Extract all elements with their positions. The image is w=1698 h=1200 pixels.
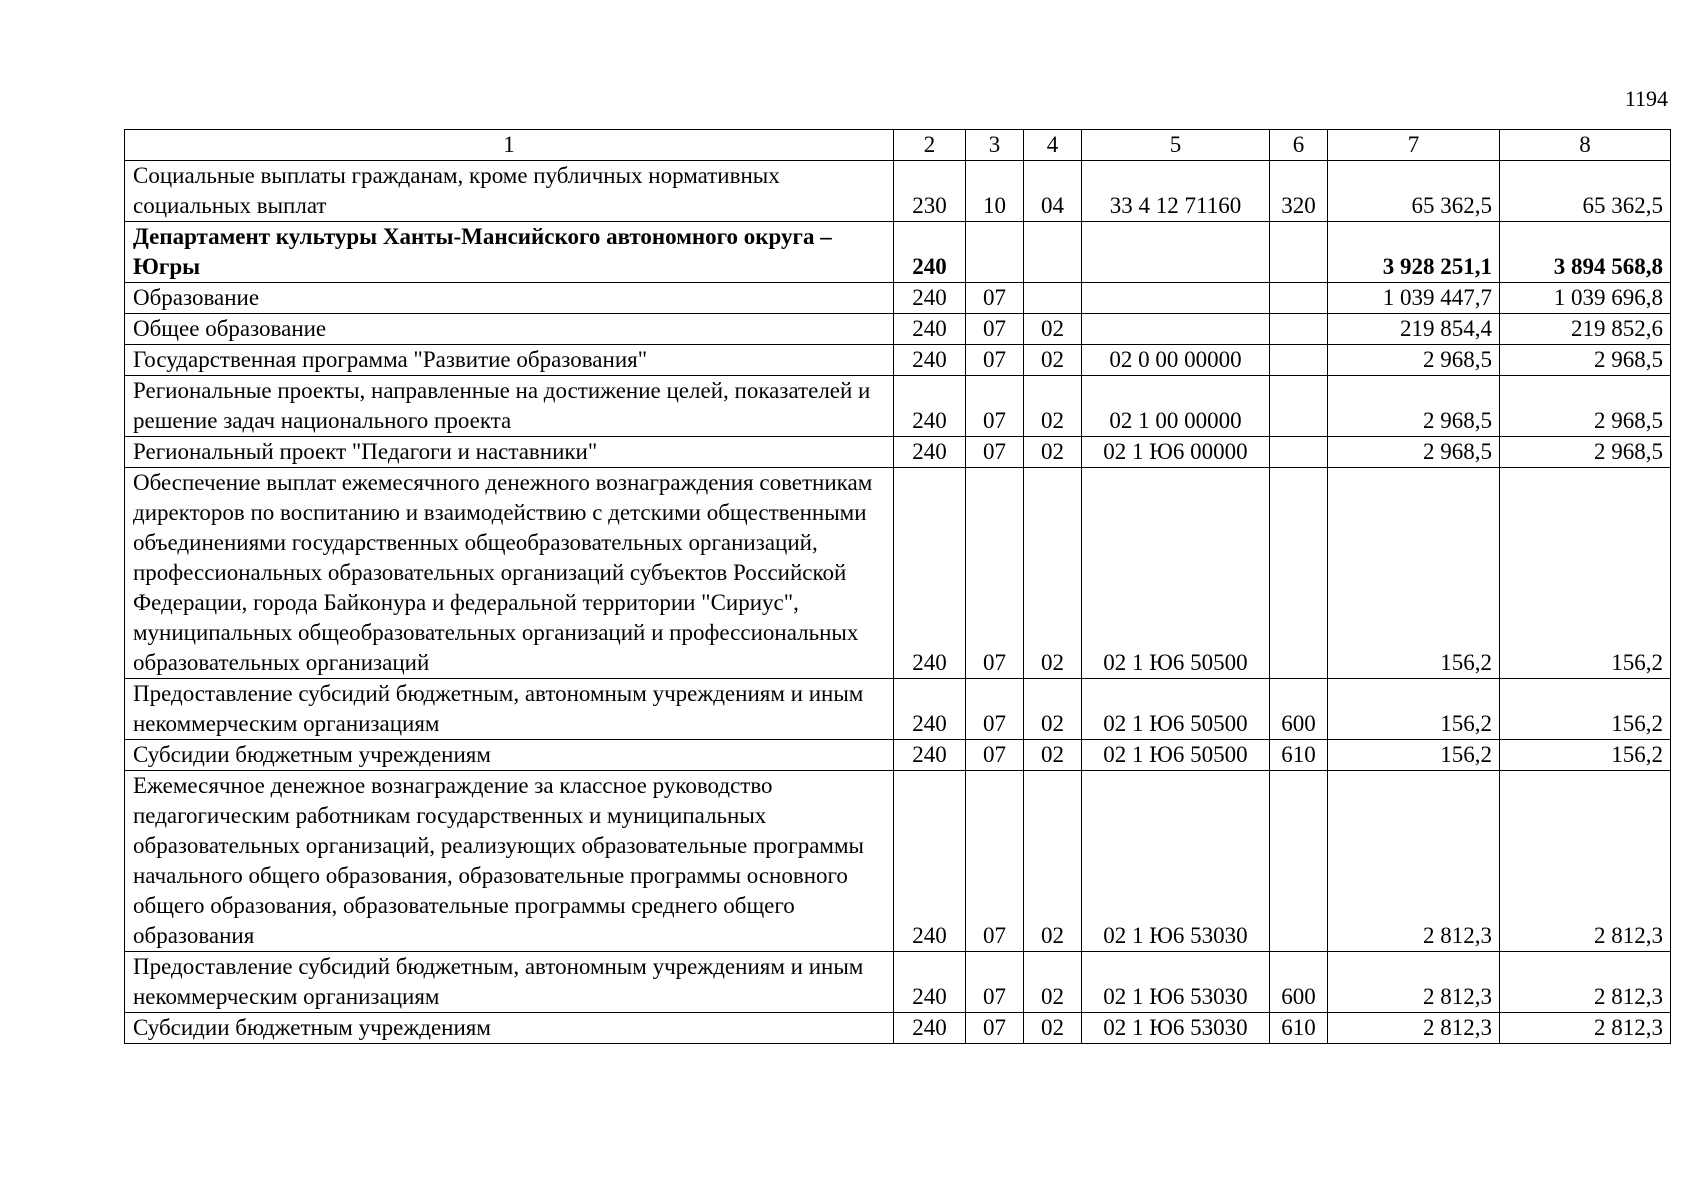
target-article-cell: 02 1 Ю6 53030 [1082,771,1270,952]
section-code-cell: 07 [966,283,1024,314]
amount-year2-cell: 65 362,5 [1500,161,1671,222]
admin-code-cell: 240 [894,1013,966,1044]
table-row [125,740,1671,771]
item-name-cell: Обеспечение выплат ежемесячного денежного вознаграждения советникам директоров по воспитанию и взаимодействию с детскими общественными объединениями государственных общеобразовательных организаций, профессиональных образовательных организаций субъектов Российской Федерации, города Байконура и федеральной территории "Сириус", муниципальных общеобразовательных организаций и профессиональных образовательных организаций [125,468,894,679]
admin-code-cell: 240 [894,314,966,345]
amount-year1-cell: 2 968,5 [1328,376,1500,437]
subsection-code-cell: 02 [1024,376,1082,437]
subsection-code-cell: 02 [1024,679,1082,740]
table-row [125,679,1671,740]
admin-code-cell: 240 [894,222,966,283]
expense-type-cell: 320 [1270,161,1328,222]
expense-type-cell: 610 [1270,1013,1328,1044]
table-row [125,345,1671,376]
subsection-code-cell: 04 [1024,161,1082,222]
amount-year2-cell: 1 039 696,8 [1500,283,1671,314]
section-code-cell: 07 [966,771,1024,952]
item-name-cell: Предоставление субсидий бюджетным, автономным учреждениям и иным некоммерческим организациям [125,679,894,740]
amount-year1-cell: 156,2 [1328,679,1500,740]
target-article-cell: 02 1 Ю6 50500 [1082,468,1270,679]
target-article-cell [1082,222,1270,283]
table-row [125,222,1671,283]
subsection-code-cell: 02 [1024,345,1082,376]
subsection-code-cell: 02 [1024,740,1082,771]
subsection-code-cell: 02 [1024,771,1082,952]
amount-year2-cell: 156,2 [1500,679,1671,740]
admin-code-cell: 230 [894,161,966,222]
expense-type-cell [1270,222,1328,283]
section-code-cell: 07 [966,437,1024,468]
item-name-cell: Образование [125,283,894,314]
budget-table [124,129,1671,1044]
section-code-cell: 07 [966,314,1024,345]
subsection-code-cell [1024,222,1082,283]
expense-type-cell [1270,437,1328,468]
subsection-code-cell: 02 [1024,468,1082,679]
section-code-cell: 07 [966,952,1024,1013]
amount-year2-cell: 2 812,3 [1500,771,1671,952]
amount-year1-cell: 156,2 [1328,740,1500,771]
table-row [125,283,1671,314]
section-code-cell: 07 [966,468,1024,679]
amount-year1-cell: 2 812,3 [1328,1013,1500,1044]
item-name-cell: Государственная программа "Развитие образования" [125,345,894,376]
expense-type-cell [1270,771,1328,952]
item-name-cell: Субсидии бюджетным учреждениям [125,740,894,771]
target-article-cell: 02 1 Ю6 00000 [1082,437,1270,468]
amount-year2-cell: 219 852,6 [1500,314,1671,345]
page-number: 1194 [1624,86,1668,111]
amount-year1-cell: 65 362,5 [1328,161,1500,222]
column-header: 8 [1500,130,1671,161]
table-row [125,161,1671,222]
admin-code-cell: 240 [894,771,966,952]
expense-type-cell [1270,468,1328,679]
column-header: 4 [1024,130,1082,161]
item-name-cell: Региональные проекты, направленные на достижение целей, показателей и решение задач национального проекта [125,376,894,437]
table-row [125,314,1671,345]
admin-code-cell: 240 [894,437,966,468]
amount-year2-cell: 2 812,3 [1500,952,1671,1013]
expense-type-cell [1270,376,1328,437]
admin-code-cell: 240 [894,952,966,1013]
table-row [125,437,1671,468]
target-article-cell: 02 1 00 00000 [1082,376,1270,437]
admin-code-cell: 240 [894,468,966,679]
amount-year2-cell: 2 968,5 [1500,345,1671,376]
column-header: 2 [894,130,966,161]
section-code-cell: 07 [966,345,1024,376]
target-article-cell [1082,283,1270,314]
section-code-cell: 07 [966,376,1024,437]
item-name-cell: Региональный проект "Педагоги и наставники" [125,437,894,468]
expense-type-cell [1270,283,1328,314]
section-code-cell: 07 [966,679,1024,740]
section-code-cell: 07 [966,1013,1024,1044]
subsection-code-cell: 02 [1024,1013,1082,1044]
section-code-cell [966,222,1024,283]
admin-code-cell: 240 [894,740,966,771]
item-name-cell: Субсидии бюджетным учреждениям [125,1013,894,1044]
column-header: 1 [125,130,894,161]
expense-type-cell: 600 [1270,679,1328,740]
item-name-cell: Социальные выплаты гражданам, кроме публичных нормативных социальных выплат [125,161,894,222]
subsection-code-cell: 02 [1024,437,1082,468]
amount-year1-cell: 2 968,5 [1328,437,1500,468]
column-header: 5 [1082,130,1270,161]
item-name-cell: Предоставление субсидий бюджетным, автономным учреждениям и иным некоммерческим организациям [125,952,894,1013]
table-row [125,952,1671,1013]
amount-year1-cell: 2 812,3 [1328,771,1500,952]
expense-type-cell [1270,345,1328,376]
target-article-cell: 02 1 Ю6 50500 [1082,679,1270,740]
table-row [125,376,1671,437]
amount-year1-cell: 1 039 447,7 [1328,283,1500,314]
target-article-cell: 02 1 Ю6 53030 [1082,952,1270,1013]
table-row [125,1013,1671,1044]
column-header: 7 [1328,130,1500,161]
subsection-code-cell: 02 [1024,952,1082,1013]
amount-year1-cell: 156,2 [1328,468,1500,679]
column-number-row [125,130,1671,161]
amount-year1-cell: 2 812,3 [1328,952,1500,1013]
column-header: 6 [1270,130,1328,161]
amount-year2-cell: 156,2 [1500,468,1671,679]
target-article-cell: 33 4 12 71160 [1082,161,1270,222]
section-code-cell: 07 [966,740,1024,771]
amount-year2-cell: 3 894 568,8 [1500,222,1671,283]
section-code-cell: 10 [966,161,1024,222]
amount-year2-cell: 156,2 [1500,740,1671,771]
column-header: 3 [966,130,1024,161]
admin-code-cell: 240 [894,376,966,437]
expense-type-cell: 600 [1270,952,1328,1013]
admin-code-cell: 240 [894,679,966,740]
subsection-code-cell [1024,283,1082,314]
table-body [125,161,1671,1044]
amount-year2-cell: 2 968,5 [1500,376,1671,437]
item-name-cell: Ежемесячное денежное вознаграждение за классное руководство педагогическим работникам государственных и муниципальных образовательных организаций, реализующих образовательные программы начального общего образования, образовательные программы основного общего образования, образовательные программы среднего общего образования [125,771,894,952]
expense-type-cell [1270,314,1328,345]
item-name-cell: Общее образование [125,314,894,345]
admin-code-cell: 240 [894,345,966,376]
item-name-cell: Департамент культуры Ханты-Мансийского автономного округа – Югры [125,222,894,283]
admin-code-cell: 240 [894,283,966,314]
amount-year1-cell: 3 928 251,1 [1328,222,1500,283]
target-article-cell [1082,314,1270,345]
amount-year1-cell: 219 854,4 [1328,314,1500,345]
expense-type-cell: 610 [1270,740,1328,771]
target-article-cell: 02 1 Ю6 53030 [1082,1013,1270,1044]
amount-year2-cell: 2 968,5 [1500,437,1671,468]
table-row [125,468,1671,679]
target-article-cell: 02 0 00 00000 [1082,345,1270,376]
table-row [125,771,1671,952]
amount-year2-cell: 2 812,3 [1500,1013,1671,1044]
subsection-code-cell: 02 [1024,314,1082,345]
amount-year1-cell: 2 968,5 [1328,345,1500,376]
target-article-cell: 02 1 Ю6 50500 [1082,740,1270,771]
